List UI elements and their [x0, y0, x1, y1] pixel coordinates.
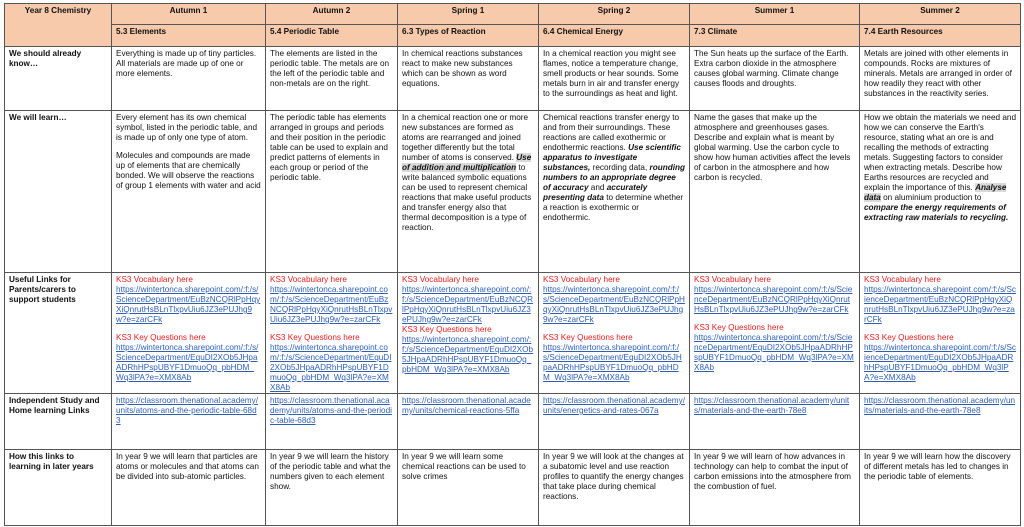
key-questions-link[interactable]: https://wintertonca.sharepoint.com/:f:/s/ScienceDepartment/EquDI2XOb5JHpaADRhHPspUBYF1DmuoQq_pbHDM_Wq3lPA?e=XMX8Ab	[116, 343, 259, 382]
learn-emphasis: compare the energy requirements of extracting raw materials to recycling.	[864, 203, 1009, 222]
study-cell	[860, 394, 1021, 450]
term-autumn-2: Autumn 2	[266, 4, 398, 25]
later-cell: In year 9 we will learn some chemical reactions can be used to solve crimes	[398, 450, 539, 526]
learn-cell	[539, 111, 690, 273]
learn-text: Molecules and compounds are made up of elements that are chemically bonded. We will observe the reactions of group 1 elements with water and acid	[116, 151, 261, 190]
study-link[interactable]: https://classroom.thenational.academy/units/materials-and-the-earth-78e8	[864, 396, 1016, 415]
learn-highlight: Analyse data	[864, 183, 1007, 202]
know-cell: In a chemical reaction you might see flames, notice a temperature change, smell products or hear sounds. Some metals burn in air and transfer energy to the surroundings as heat and light.	[539, 47, 690, 111]
topic-periodic-table: 5.4 Periodic Table	[266, 25, 398, 47]
term-header-row	[5, 4, 1021, 25]
later-cell: In year 9 we will learn how the discovery of different metals has led to changes in the periodic table of elements.	[860, 450, 1021, 526]
learn-emphasis: accurately presenting data	[543, 183, 648, 202]
learn-emphasis: rounding numbers to an appropriate degree of accuracy	[543, 163, 685, 192]
key-questions-link[interactable]: https://wintertonca.sharepoint.com/:f:/s/ScienceDepartment/EquDI2XOb5JHpaADRhHPspUBYF1DmuoQq_pbHDM_Wq3lPA?e=XMX8Ab	[270, 343, 392, 392]
label-will-learn: We will learn…	[5, 111, 112, 273]
learn-emphasis: Use scientific apparatus to investigate substances,	[543, 143, 681, 172]
learn-text: on aluminium production to	[883, 193, 982, 202]
key-questions-heading: KS3 Key Questions here	[402, 325, 492, 334]
key-questions-heading: KS3 Key Questions here	[270, 333, 360, 342]
row-useful-links	[5, 273, 1021, 394]
label-already-know: We should already know…	[5, 47, 112, 111]
vocab-heading: KS3 Vocabulary here	[270, 275, 347, 284]
term-autumn-1: Autumn 1	[112, 4, 266, 25]
study-link[interactable]: https://classroom.thenational.academy/units/materials-and-the-earth-78e8	[694, 396, 850, 415]
key-questions-link[interactable]: https://wintertonca.sharepoint.com/:f:/s/ScienceDepartment/EquDI2XOb5JHpaADRhHPspUBYF1DmuoQq_pbHDM_Wq3lPA?e=XMX8Ab	[864, 343, 1016, 382]
key-questions-link[interactable]: https://wintertonca.sharepoint.com/:f:/s/ScienceDepartment/EquDI2XOb5JHpaADRhHPspUBYF1DmuoQq_pbHDM_Wq3lPA?e=XMX8Ab	[543, 343, 682, 382]
study-link[interactable]: https://classroom.thenational.academy/units/atoms-and-the-periodic-table-68d3	[270, 396, 392, 425]
links-cell	[539, 273, 690, 394]
vocab-link[interactable]: https://wintertonca.sharepoint.com/:f:/s/ScienceDepartment/EuBzNCQRlPpHqyXiQnrutHsBLnTlxpvUiu6JZ3ePUJhg9w?e=zarCFk	[543, 285, 685, 324]
know-cell: Metals are joined with other elements in compounds. Rocks are mixtures of minerals. Metals are arranged in order of how readily they react with other substances in the reactivity series.	[860, 47, 1021, 111]
learn-text: Every element has its own chemical symbol, listed in the periodic table, and is made up of only one type of atom.	[116, 113, 258, 142]
study-link[interactable]: https://classroom.thenational.academy/units/atoms-and-the-periodic-table-68d3	[116, 396, 258, 425]
key-questions-heading: KS3 Key Questions here	[543, 333, 633, 342]
row-later-years	[5, 450, 1021, 526]
know-cell: Everything is made up of tiny particles. All materials are made up of one or more elements.	[112, 47, 266, 111]
know-cell: The Sun heats up the surface of the Earth. Extra carbon dioxide in the atmosphere causes global warming. Climate change causes floods and droughts.	[690, 47, 860, 111]
key-questions-link[interactable]: https://wintertonca.sharepoint.com/:f:/s/ScienceDepartment/EquDI2XOb5JHpaADRhHPspUBYF1DmuoQq_pbHDM_Wq3lPA?e=XMX8Ab	[694, 333, 854, 372]
study-cell	[398, 394, 539, 450]
vocab-link[interactable]: https://wintertonca.sharepoint.com/:f:/s/ScienceDepartment/EuBzNCQRlPpHqyXiQnrutHsBLnTlxpvUiu6JZ3ePUJhg9w?e=zarCFk	[270, 285, 393, 324]
later-cell: In year 9 we will look at the changes at a subatomic level and use reaction profiles to quantify the energy changes that take place during chemical reactions.	[539, 450, 690, 526]
topic-earth-resources: 7.4 Earth Resources	[860, 25, 1021, 47]
learn-text: to write balanced symbolic equations can be used to represent chemical reactions that make useful products and transfer energy also that thermal decomposition is a type of reaction.	[402, 163, 532, 232]
links-cell	[690, 273, 860, 394]
row-independent-study	[5, 394, 1021, 450]
later-cell: In year 9 we will learn that particles are atoms or molecules and that atoms can be divided into sub-atomic particles.	[112, 450, 266, 526]
study-link[interactable]: https://classroom.thenational.academy/units/chemical-reactions-5ffa	[402, 396, 531, 415]
links-cell	[860, 273, 1021, 394]
know-cell: In chemical reactions substances react to make new substances which can be shown as word equations.	[398, 47, 539, 111]
term-summer-1: Summer 1	[690, 4, 860, 25]
study-cell	[266, 394, 398, 450]
vocab-heading: KS3 Vocabulary here	[864, 275, 941, 284]
learn-cell: Name the gases that make up the atmosphere and greenhouses gases. Describe and explain what is meant by global warming. Use the carbon cycle to show how human activities affect the levels of carbon in the atmosphere and how carbon is recycled.	[690, 111, 860, 273]
vocab-heading: KS3 Vocabulary here	[694, 275, 771, 284]
topic-elements: 5.3 Elements	[112, 25, 266, 47]
term-spring-2: Spring 2	[539, 4, 690, 25]
term-spring-1: Spring 1	[398, 4, 539, 25]
study-link[interactable]: https://classroom.thenational.academy/units/energetics-and-rates-067a	[543, 396, 685, 415]
links-cell	[266, 273, 398, 394]
learn-cell	[112, 111, 266, 273]
curriculum-table	[4, 3, 1021, 526]
learn-text: recording data,	[592, 163, 648, 172]
row-already-know	[5, 47, 1021, 111]
learn-highlight: Use of addition and multiplication	[402, 153, 532, 172]
row-will-learn	[5, 111, 1021, 273]
know-cell: The elements are listed in the periodic table. The metals are on the left of the periodic table and non-metals are on the right.	[266, 47, 398, 111]
vocab-link[interactable]: https://wintertonca.sharepoint.com/:f:/s/ScienceDepartment/EuBzNCQRlPpHqyXiQnrutHsBLnTlxpvUiu6JZ3ePUJhg9w?e=zarCFk	[402, 285, 534, 324]
key-questions-heading: KS3 Key Questions here	[116, 333, 206, 342]
label-useful-links: Useful Links for Parents/carers to support students	[5, 273, 112, 394]
links-cell	[112, 273, 266, 394]
study-cell	[539, 394, 690, 450]
study-cell	[690, 394, 860, 450]
topic-climate: 7.3 Climate	[690, 25, 860, 47]
later-cell: In year 9 we will learn the history of the periodic table and what the numbers given to each element show.	[266, 450, 398, 526]
links-cell	[398, 273, 539, 394]
study-cell	[112, 394, 266, 450]
learn-text: How we obtain the materials we need and how we can conserve the Earth's resource, stating what an ore is and recalling the methods of extracting metals. Suggesting factors to consider when extracting metals. Describe how Earths resources are recycled and explain the importance of this.	[864, 113, 1017, 192]
learn-cell	[398, 111, 539, 273]
vocab-link[interactable]: https://wintertonca.sharepoint.com/:f:/s/ScienceDepartment/EuBzNCQRlPpHqyXiQnrutHsBLnTlxpvUiu6JZ3ePUJhg9w?e=zarCFk	[864, 285, 1016, 324]
vocab-link[interactable]: https://wintertonca.sharepoint.com/:f:/s/ScienceDepartment/EuBzNCQRlPpHqyXiQnrutHsBLnTlxpvUiu6JZ3ePUJhg9w?e=zarCFk	[116, 285, 261, 324]
learn-text: and	[590, 183, 605, 192]
corner-title: Year 8 Chemistry	[5, 4, 112, 47]
term-summer-2: Summer 2	[860, 4, 1021, 25]
key-questions-link[interactable]: https://wintertonca.sharepoint.com/:f:/s/ScienceDepartment/EquDI2XOb5JHpaADRhHPspUBYF1DmuoQq_pbHDM_Wq3lPA?e=XMX8Ab	[402, 335, 534, 374]
learn-cell	[860, 111, 1021, 273]
label-independent-study: Independent Study and Home learning Links	[5, 394, 112, 450]
label-later-years: How this links to learning in later years	[5, 450, 112, 526]
vocab-heading: KS3 Vocabulary here	[543, 275, 620, 284]
learn-text: Chemical reactions transfer energy to and from their surroundings. These reactions are called exothermic or endothermic reactions.	[543, 113, 680, 152]
learn-text: In a chemical reaction one or more new substances are formed as atoms are rearranged and joined together differently but the total number of atoms is conserved.	[402, 113, 529, 162]
learn-cell: The periodic table has elements arranged in groups and periods and their position in the periodic table can be used to explain and predict patterns of elements in each group or period of the periodic table.	[266, 111, 398, 273]
key-questions-heading: KS3 Key Questions here	[694, 323, 784, 332]
vocab-heading: KS3 Vocabulary here	[402, 275, 479, 284]
vocab-link[interactable]: https://wintertonca.sharepoint.com/:f:/s/ScienceDepartment/EuBzNCQRlPpHqyXiQnrutHsBLnTlxpvUiu6JZ3ePUJhg9w?e=zarCFk	[694, 285, 853, 314]
learn-text: to determine whether a reaction is exothermic or endothermic.	[543, 193, 684, 222]
key-questions-heading: KS3 Key Questions here	[864, 333, 954, 342]
topic-header-row	[5, 25, 1021, 47]
topic-types-of-reaction: 6.3 Types of Reaction	[398, 25, 539, 47]
later-cell: In year 9 we will learn of how advances in technology can help to combat the input of carbon emissions into the atmosphere from the combustion of fuel.	[690, 450, 860, 526]
vocab-heading: KS3 Vocabulary here	[116, 275, 193, 284]
topic-chemical-energy: 6.4 Chemical Energy	[539, 25, 690, 47]
